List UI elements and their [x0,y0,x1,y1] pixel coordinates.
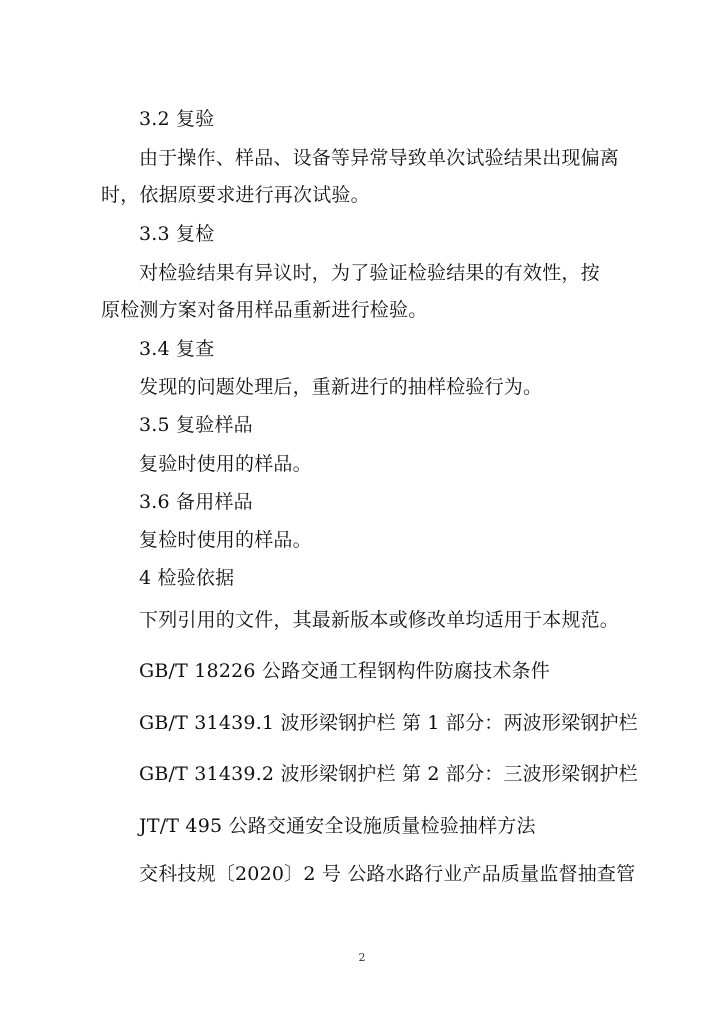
section-heading-3-2: 3.2 复验 [139,108,215,130]
section-heading-3-3: 3.3 复检 [139,223,215,245]
section-heading-3-6: 3.6 备用样品 [139,491,253,513]
section-heading-3-5: 3.5 复验样品 [139,414,253,436]
page-number: 2 [358,951,366,964]
paragraph-line: 发现的问题处理后，重新进行的抽样检验行为。 [139,376,543,398]
paragraph-line: 原检测方案对备用样品重新进行检验。 [101,299,428,321]
section-heading-3-4: 3.4 复查 [139,338,215,360]
paragraph-line: 由于操作、样品、设备等异常导致单次试验结果出现偏离 [139,147,620,169]
reference-item: GB/T 31439.2 波形梁钢护栏 第 2 部分：三波形梁钢护栏 [139,763,638,785]
paragraph-line: 复检时使用的样品。 [139,529,312,551]
paragraph-line: 下列引用的文件，其最新版本或修改单均适用于本规范。 [139,609,620,631]
reference-item: 交科技规〔2020〕2 号 公路水路行业产品质量监督抽查管 [139,863,636,885]
reference-item: JT/T 495 公路交通安全设施质量检验抽样方法 [139,815,536,837]
paragraph-line: 复验时使用的样品。 [139,453,312,475]
reference-item: GB/T 31439.1 波形梁钢护栏 第 1 部分：两波形梁钢护栏 [139,712,638,734]
reference-item: GB/T 18226 公路交通工程钢构件防腐技术条件 [139,660,550,682]
paragraph-line: 对检验结果有异议时，为了验证检验结果的有效性，按 [139,262,600,284]
section-heading-4: 4 检验依据 [139,567,235,589]
paragraph-line: 时，依据原要求进行再次试验。 [101,184,370,206]
